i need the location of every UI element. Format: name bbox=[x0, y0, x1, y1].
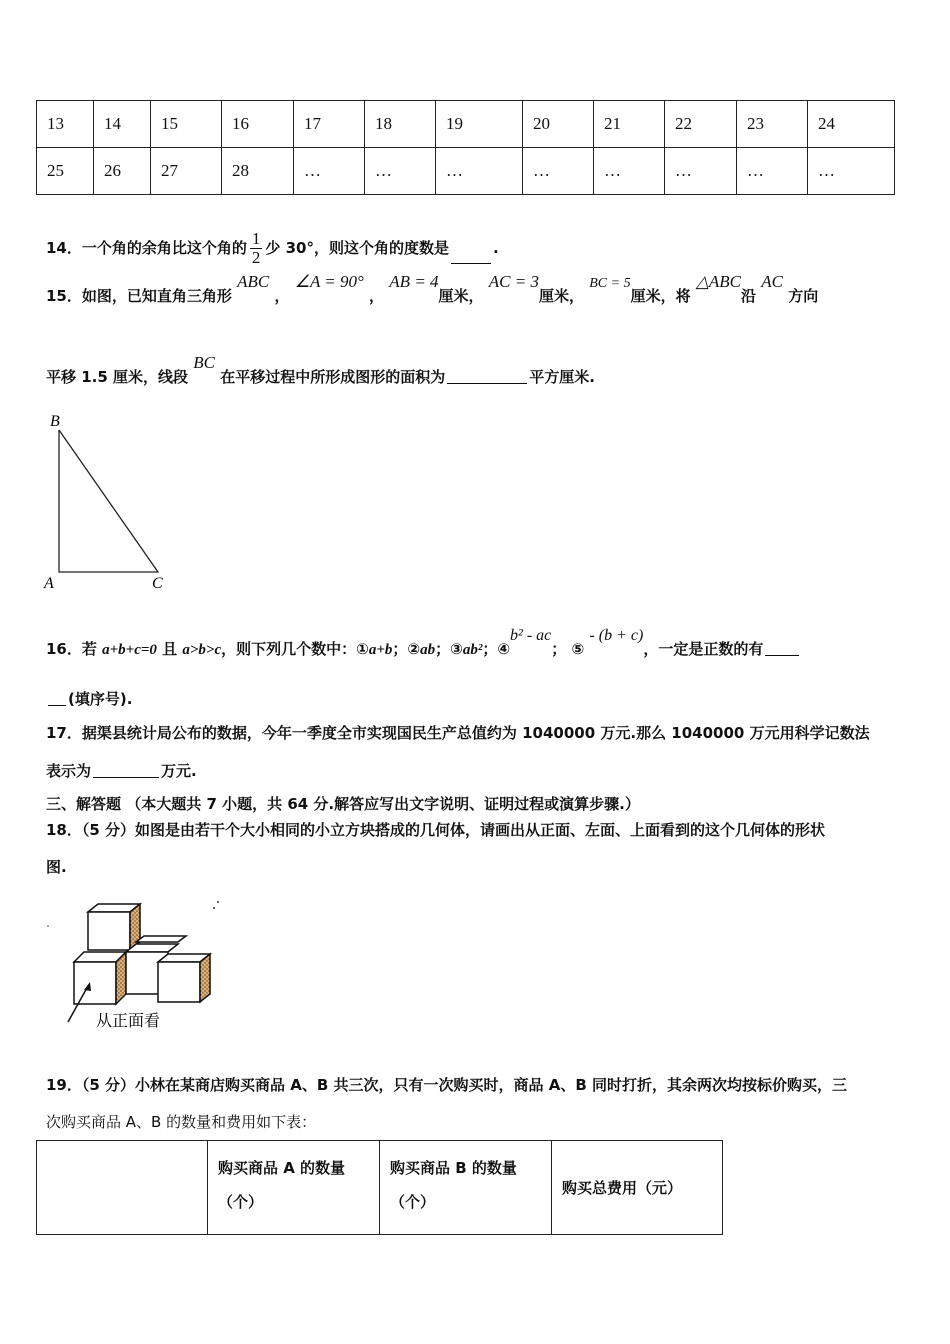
table-cell: … bbox=[294, 148, 365, 195]
vertex-label-a: A bbox=[44, 575, 54, 592]
table-cell: 25 bbox=[37, 148, 94, 195]
cube-figure bbox=[40, 890, 240, 1040]
cube-side-face bbox=[130, 904, 140, 950]
question-16-line2 bbox=[46, 688, 132, 709]
math-angle-a: ∠A = 90° bbox=[294, 272, 364, 291]
q14-end: . bbox=[493, 239, 499, 257]
table-cell: 19 bbox=[436, 101, 523, 148]
table-cell: 16 bbox=[222, 101, 294, 148]
question-14 bbox=[46, 230, 499, 267]
cube-side-face bbox=[116, 952, 126, 1004]
answer-blank bbox=[93, 776, 159, 778]
view-caption: 从正面看 bbox=[96, 1011, 161, 1030]
table-cell: … bbox=[594, 148, 665, 195]
question-17-line1: 17．据渠县统计局公布的数据，今年一季度全市实现国民生产总值约为 1040000 万元.那么 1040000 万元用科学记数法 bbox=[46, 724, 870, 742]
table-cell: 24 bbox=[808, 101, 895, 148]
math-triangle: △ABC bbox=[695, 272, 742, 291]
table-cell: 18 bbox=[365, 101, 436, 148]
math-ac: AC bbox=[761, 272, 784, 291]
q15-unit: 厘米，将 bbox=[630, 287, 691, 305]
cube-front-face bbox=[88, 912, 130, 950]
math-ac: AC = 3 bbox=[488, 272, 539, 291]
cube-front-face bbox=[74, 962, 116, 1004]
table-header-row bbox=[37, 1141, 723, 1235]
fraction-numerator: 1 bbox=[251, 229, 261, 248]
fraction-denominator: 2 bbox=[251, 248, 261, 267]
q16-sep: ； ⑤ bbox=[551, 640, 585, 658]
q15-direction: 方向 bbox=[788, 287, 819, 305]
q16-prefix: 16．若 bbox=[46, 640, 103, 658]
math-ab: AB = 4 bbox=[389, 272, 439, 291]
cube-top-face bbox=[126, 944, 178, 952]
question-17-line2 bbox=[46, 760, 197, 781]
question-15-line2 bbox=[46, 353, 595, 387]
cube-front-face bbox=[158, 962, 200, 1002]
table-cell: … bbox=[737, 148, 808, 195]
q15-line2-mid: 在平移过程中所形成图形的面积为 bbox=[220, 368, 446, 386]
math-option: ab² bbox=[462, 642, 483, 658]
math-abc: ABC bbox=[237, 272, 270, 291]
q16-and: 且 bbox=[156, 640, 183, 658]
table-cell: … bbox=[665, 148, 737, 195]
table-cell: … bbox=[365, 148, 436, 195]
q15-unit: 厘米， bbox=[539, 287, 585, 305]
fraction bbox=[250, 230, 263, 267]
q15-comma: ， bbox=[369, 287, 385, 305]
vertex-label-c: C bbox=[152, 575, 163, 592]
question-18-line1: 18．（5 分）如图是由若干个大小相同的小立方块搭成的几何体，请画出从正面、左面、上面看到的这个几何体的形状 bbox=[46, 821, 826, 839]
speck bbox=[47, 925, 49, 927]
answer-blank bbox=[447, 382, 527, 384]
math-option: a+b bbox=[368, 642, 393, 658]
q15-line2-prefix: 平移 1.5 厘米，线段 bbox=[46, 368, 189, 386]
vertex-label-b: B bbox=[50, 413, 60, 430]
table-header-cell: 购买商品 A 的数量（个） bbox=[208, 1141, 380, 1235]
question-19-line2: 次购买商品 A、B 的数量和费用如下表： bbox=[46, 1113, 317, 1131]
math-option: b² - ac bbox=[510, 627, 552, 644]
math-option: - (b + c) bbox=[589, 627, 644, 644]
answer-blank bbox=[765, 654, 799, 656]
table-cell: 20 bbox=[523, 101, 594, 148]
speck bbox=[213, 907, 215, 909]
table-row bbox=[37, 101, 895, 148]
q16-sep: ；③ bbox=[435, 640, 463, 658]
table-cell: 27 bbox=[151, 148, 222, 195]
table-cell: 15 bbox=[151, 101, 222, 148]
table-cell: 28 bbox=[222, 148, 294, 195]
math-condition: a+b+c=0 bbox=[102, 642, 157, 658]
table-cell: 14 bbox=[94, 101, 151, 148]
table-cell: 17 bbox=[294, 101, 365, 148]
q15-unit: 厘米， bbox=[438, 287, 484, 305]
table-cell: … bbox=[523, 148, 594, 195]
table-cell: 23 bbox=[737, 101, 808, 148]
q16-sep: ；② bbox=[392, 640, 421, 658]
table-cell: 26 bbox=[94, 148, 151, 195]
number-table bbox=[36, 100, 895, 195]
question-16 bbox=[46, 627, 801, 659]
q15-along: 沿 bbox=[741, 287, 757, 305]
q15-line2-suffix: 平方厘米. bbox=[529, 368, 595, 386]
table-cell: … bbox=[436, 148, 523, 195]
q14-suffix: 少 30°，则这个角的度数是 bbox=[265, 239, 449, 257]
math-bc: BC = 5 bbox=[589, 276, 631, 291]
question-19-line1: 19．（5 分）小林在某商店购买商品 A、B 共三次，只有一次购买时，商品 A、B 同时打折，其余两次均按标价购买，三 bbox=[46, 1076, 848, 1094]
table-cell: 13 bbox=[37, 101, 94, 148]
purchase-table bbox=[36, 1140, 723, 1235]
right-triangle-figure bbox=[40, 408, 180, 598]
cube-top-face bbox=[136, 936, 186, 942]
q16-sep: ；④ bbox=[482, 640, 511, 658]
table-cell: 22 bbox=[665, 101, 737, 148]
table-cell: … bbox=[808, 148, 895, 195]
q16-mid: ，则下列几个数中：① bbox=[221, 640, 369, 658]
cube-side-face bbox=[200, 954, 210, 1002]
q15-label: 15．如图，已知直角三角形 bbox=[46, 287, 232, 305]
triangle-outline bbox=[59, 430, 158, 572]
answer-blank bbox=[451, 262, 491, 264]
math-option: ab bbox=[420, 642, 436, 658]
table-cell: 21 bbox=[594, 101, 665, 148]
q14-prefix: 14．一个角的余角比这个角的 bbox=[46, 239, 247, 257]
answer-blank bbox=[48, 704, 66, 706]
table-header-cell: 购买商品 B 的数量（个） bbox=[380, 1141, 552, 1235]
table-header-cell: 购买总费用（元） bbox=[552, 1141, 723, 1235]
question-18-line2: 图. bbox=[46, 858, 67, 876]
speck bbox=[217, 901, 219, 903]
math-condition: a>b>c bbox=[182, 642, 222, 658]
q15-comma: ， bbox=[274, 287, 290, 305]
q17-prefix: 表示为 bbox=[46, 762, 92, 780]
question-15-line1 bbox=[46, 272, 819, 306]
table-header-cell bbox=[37, 1141, 208, 1235]
table-row bbox=[37, 148, 895, 195]
q16-line2: (填序号). bbox=[68, 690, 133, 708]
math-bc: BC bbox=[193, 353, 215, 372]
cube-stack bbox=[74, 904, 210, 1004]
section-heading: 三、解答题 （本大题共 7 小题，共 64 分.解答应写出文字说明、证明过程或演算步骤.） bbox=[46, 795, 640, 813]
q16-suffix: ，一定是正数的有 bbox=[643, 640, 764, 658]
q17-suffix: 万元. bbox=[161, 762, 197, 780]
